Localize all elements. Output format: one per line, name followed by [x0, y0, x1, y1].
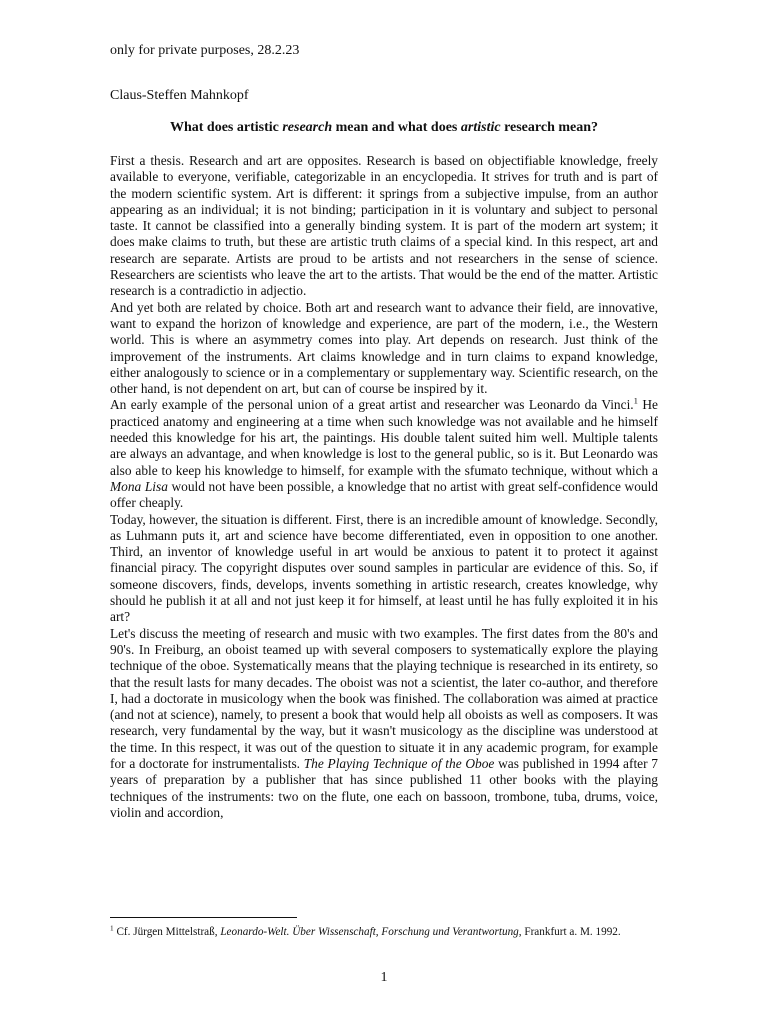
footnote-text-part-1: Cf. Jürgen Mittelstraß,	[113, 926, 221, 938]
author-name: Claus-Steffen Mahnkopf	[110, 88, 249, 103]
footnote-text-part-2: , Frankfurt a. M. 1992.	[518, 926, 621, 938]
body-text	[110, 153, 658, 821]
title-emphasis-research: research	[282, 120, 333, 135]
title-part-2: mean and what does	[332, 120, 461, 135]
private-note-header: only for private purposes, 28.2.23	[110, 43, 300, 58]
page-number: 1	[380, 970, 388, 985]
footnote-divider	[110, 917, 297, 918]
mona-lisa-title: Mona Lisa	[110, 478, 168, 494]
paragraph-thesis: First a thesis. Research and art are opposites. Research is based on objectifiable knowledge, freely available to everyone, verifiable, categorizable in an encyclopedia. It strives for truth and is part of the modern scientific system. Art is different: it springs from a subjective impulse, from an author appearing as an individual; it is not binding; participation in it is voluntary and subject to personal taste. It cannot be classified into a generally binding system. It is part of the modern art system; it does make claims to truth, but these are artistic truth claims of a special kind. In this respect, art and research are separate. Artists are proud to be artists and not researchers in the sense of science. Researchers are scientists who leave the art to the artists. That would be the end of the matter. Artistic research is a contradictio in adjectio.	[110, 153, 658, 299]
paragraph-leonardo-part-1: An early example of the personal union of a great artist and researcher was Leonardo da Vinci.	[110, 397, 634, 413]
title-part-1: What does artistic	[169, 120, 283, 135]
paragraph-related: And yet both are related by choice. Both art and research want to advance their field, are innovative, want to expand the horizon of knowledge and experience, are part of the modern, i.e., the Western world. This is where an asymmetry comes into play. Art depends on research. Just think of the improvement of the instruments. Art claims knowledge and in turn claims to expand knowledge, either analogously to science or in a complementary or supplementary way. Scientific research, on the other hand, is not dependent on art, but can of course be inspired by it.	[110, 299, 658, 397]
oboe-book-title: The Playing Technique of the Oboe	[303, 755, 495, 771]
paragraph-examples-part-2: was published in 1994 after 7 years of preparation by a publisher that has since published 11 other books with the playing techniques of the instruments: two on the flute, one each on bassoon, trombone, tuba, drums, voice, violin and accordion,	[110, 755, 658, 820]
paragraph-examples-part-1: Let's discuss the meeting of research and music with two examples. The first dates from the 80's and 90's. In Freiburg, an oboist teamed up with several composers to systematically explore the playing technique of the oboe. Systematically means that the playing technique is researched in its entirety, so that the result lasts for many decades. The oboist was not a scientist, the later co-author, and therefore I, had a doctorate in musicology when the book was finished. The collaboration was aimed at practice (and not at science), namely, to present a book that would help all oboists as well as composers. It was research, very fundamental by the way, but it wasn't musicology as the discipline was understood at the time. In this respect, it was out of the question to situate it in any academic program, for example for a doctorate for instrumentalists.	[110, 625, 659, 771]
document-title	[110, 120, 658, 136]
footnote-book-title: Leonardo-Welt. Über Wissenschaft, Forschung und Verantwortung	[220, 926, 519, 938]
title-emphasis-artistic: artistic	[460, 120, 501, 135]
paragraph-examples	[110, 626, 658, 822]
paragraph-today: Today, however, the situation is different. First, there is an incredible amount of knowledge. Secondly, as Luhmann puts it, art and science have become differentiated, even in opposition to one another. Third, an inventor of knowledge useful in art would be anxious to patent it to protect it against financial piracy. The copyright disputes over sound samples in particular are evidence of this. So, if someone discovers, finds, develops, invents something in artistic research, creates knowledge, why should he publish it at all and not just keep it for himself, at least until he has fully exploited it in his art?	[110, 511, 658, 625]
footnote	[110, 925, 658, 940]
footnote-number: 1	[110, 924, 114, 933]
footnote-reference[interactable]: 1	[633, 395, 639, 406]
title-part-3: research mean?	[500, 120, 599, 135]
paragraph-leonardo-part-2: He practiced anatomy and engineering at a time when such knowledge was not available and he himself needed this knowledge for his art, the paintings. His double talent suited him well. Multiple talents are always an advantage, and when knowledge is lost to the general public, so is it. But Leonardo was also able to keep his knowledge to himself, for example with the sfumato technique, without which a	[110, 397, 659, 478]
paragraph-leonardo	[110, 397, 658, 511]
paragraph-leonardo-part-3: would not have been possible, a knowledge that no artist with great self-confidence would offer cheaply.	[110, 478, 658, 511]
